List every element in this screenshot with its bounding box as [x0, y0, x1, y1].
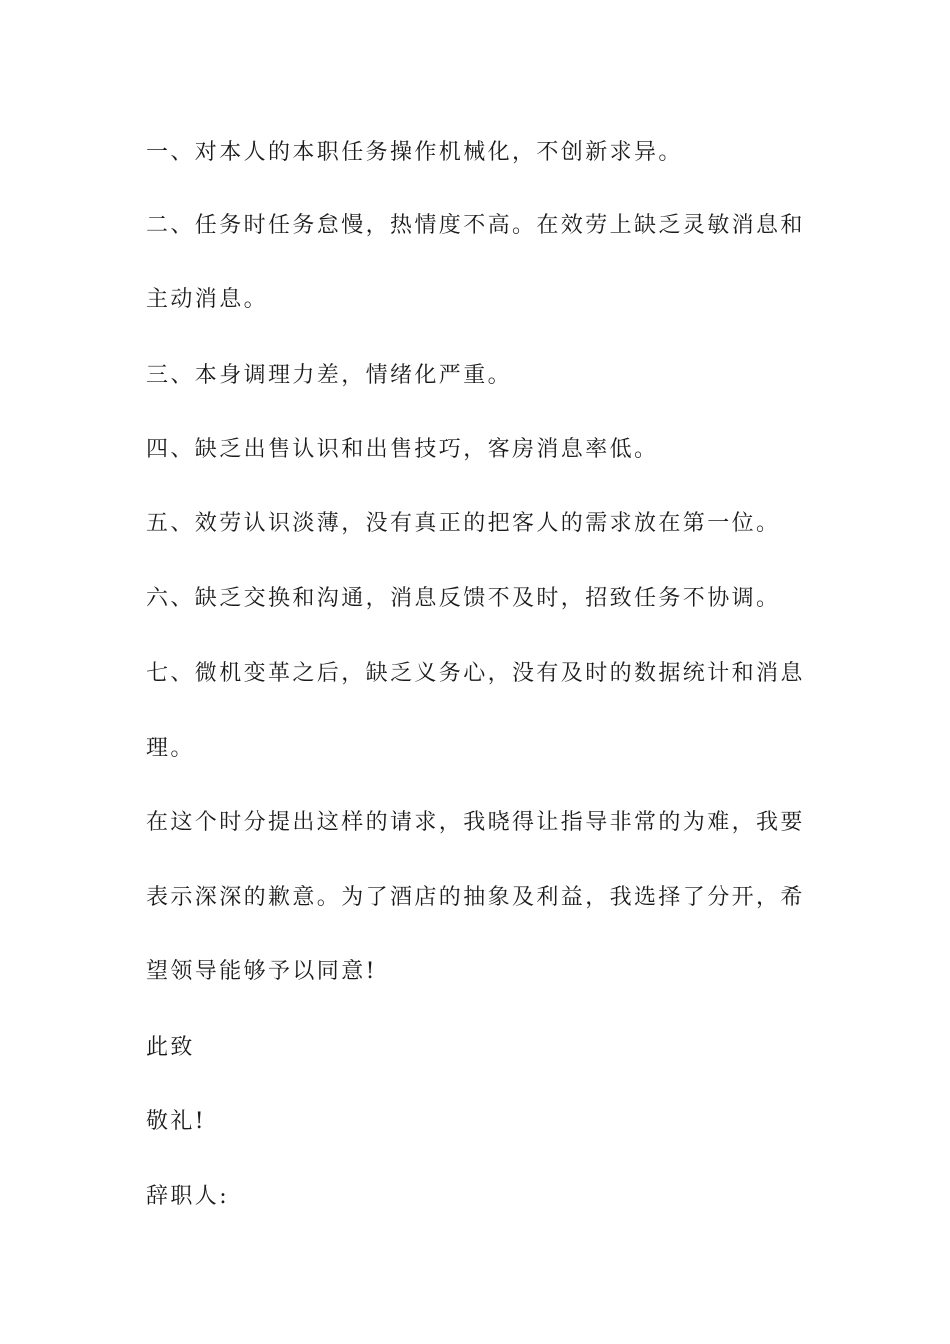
- text-line-2: 二、任务时任务怠慢，热情度不高。在效劳上缺乏灵敏消息和: [146, 213, 805, 238]
- closing-line: 此致: [146, 1035, 195, 1060]
- text-line-11: 表示深深的歉意。为了酒店的抽象及利益，我选择了分开，希: [146, 885, 805, 910]
- text-line-9: 理。: [146, 736, 195, 761]
- salutation-line: 敬礼!: [146, 1109, 207, 1134]
- text-line-12: 望领导能够予以同意!: [146, 959, 377, 984]
- text-line-10: 在这个时分提出这样的请求，我晓得让指导非常的为难，我要: [146, 810, 805, 835]
- text-line-1: 一、对本人的本职任务操作机械化，不创新求异。: [146, 140, 683, 165]
- text-line-3: 主动消息。: [146, 287, 269, 312]
- text-line-6: 五、效劳认识淡薄，没有真正的把客人的需求放在第一位。: [146, 511, 781, 536]
- text-line-8: 七、微机变革之后，缺乏义务心，没有及时的数据统计和消息: [146, 661, 805, 686]
- text-line-4: 三、本身调理力差，情绪化严重。: [146, 363, 513, 388]
- text-line-5: 四、缺乏出售认识和出售技巧，客房消息率低。: [146, 437, 659, 462]
- text-line-7: 六、缺乏交换和沟通，消息反馈不及时，招致任务不协调。: [146, 586, 781, 611]
- signature-line: 辞职人:: [146, 1184, 230, 1209]
